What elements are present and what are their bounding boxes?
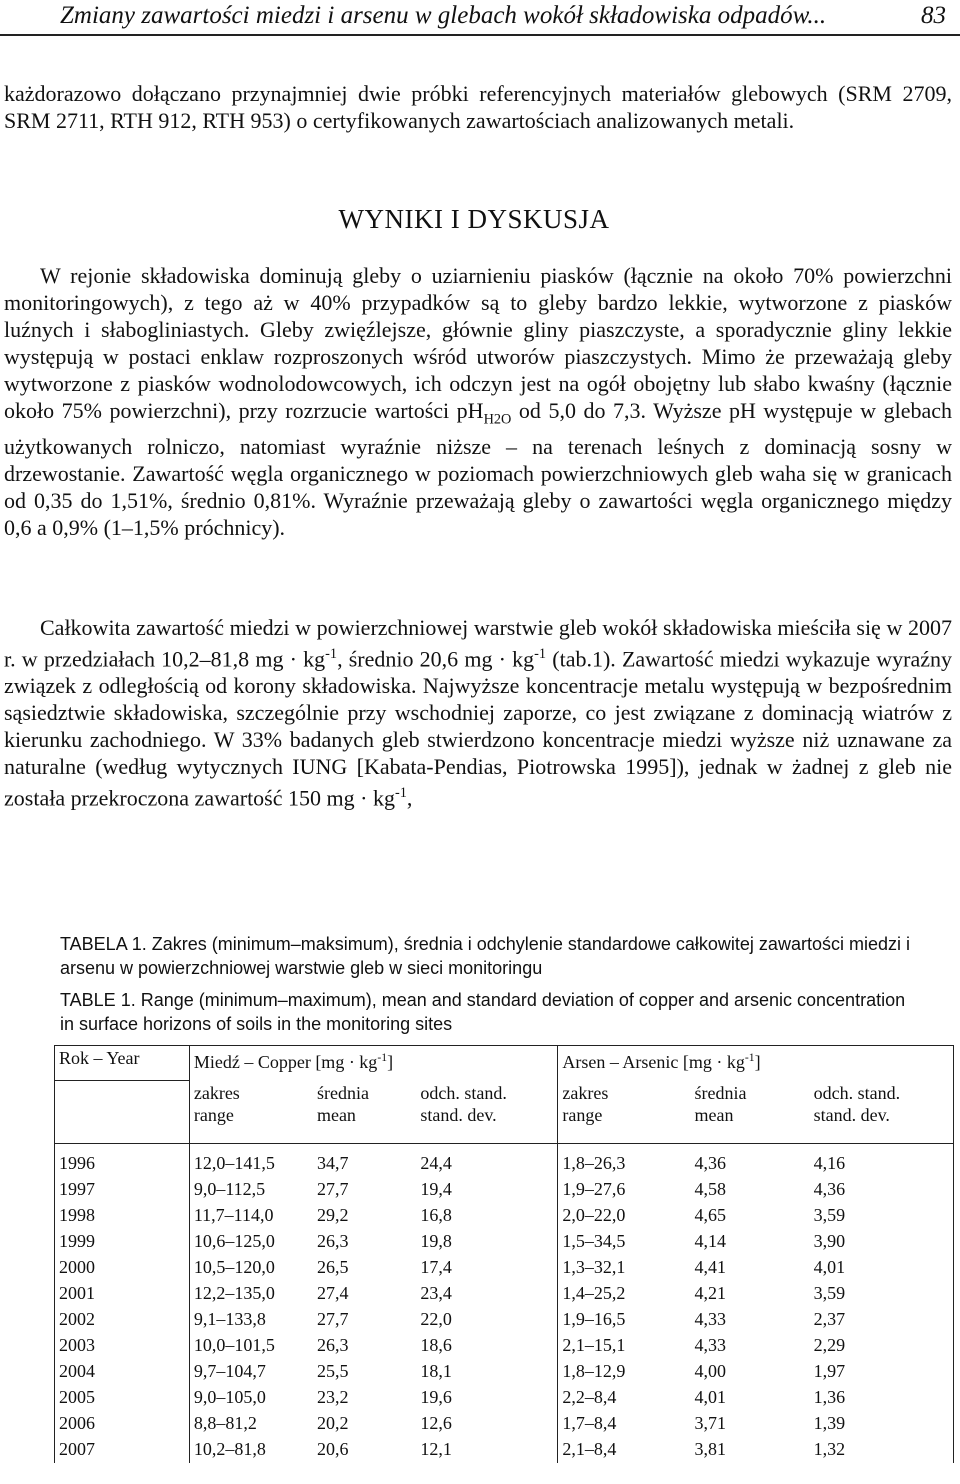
cell-cu-range: 10,5–120,0: [189, 1255, 313, 1281]
cell-as-range: 2,1–8,4: [558, 1437, 691, 1463]
cell-as-range: 2,2–8,4: [558, 1385, 691, 1411]
subheader-as-mean: [691, 1081, 810, 1144]
subheader-cu-mean: [313, 1081, 416, 1144]
cell-as-range: 1,8–12,9: [558, 1359, 691, 1385]
subheader-en: range: [193, 1104, 234, 1125]
cell-as-mean: 4,33: [694, 1335, 726, 1355]
cell-as-mean: 4,36: [694, 1153, 726, 1173]
p2-text-b: od 5,0 do 7,3. Wyższe pH występuje w glebach użytkowanych rolniczo, natomiast wyraźnie niższe – na terenach leśnych z dominacją sosny w drzewostanie. Zawartość węgla organicznego w poziomach powierzchniowych gleb waha się w granicach od 0,35 do 1,51%, średnio 0,81%. Wyraźnie przeważają gleby o zawartości węgla organicznego między 0,6 a 0,9% (1–1,5% próchnicy).: [4, 398, 952, 541]
cell-cu-range: 8,8–81,2: [189, 1411, 313, 1437]
cell-year: 1996: [55, 1144, 190, 1178]
cell-cu-mean: 26,3: [316, 1335, 349, 1355]
cell-as-range: 2,0–22,0: [558, 1203, 691, 1229]
table-row: [55, 1281, 954, 1307]
cell-as-sd: 2,29: [810, 1333, 954, 1359]
subheader-empty: [55, 1081, 190, 1144]
cell-cu-sd: 24,4: [420, 1153, 452, 1173]
copper-arsenic-table: [54, 1045, 954, 1463]
col-header-arsenic: [558, 1046, 954, 1081]
p3-text-a: Całkowita zawartość miedzi w powierzchniowej warstwie gleb wokół składowiska mieściła się w 2007 r. w przedziałach 10,2–81,8 mg · kg: [4, 615, 952, 672]
cell-as-range: 1,9–27,6: [558, 1177, 691, 1203]
table-row: [55, 1333, 954, 1359]
table-row: [55, 1437, 954, 1463]
cell-cu-range: 10,6–125,0: [189, 1229, 313, 1255]
subheader-en: stand. dev.: [420, 1104, 497, 1125]
col-header-year: Rok – Year: [55, 1046, 190, 1081]
arsenic-header-text: Arsen – Arsenic [mg · kg: [562, 1052, 745, 1072]
paragraph-methods-end: każdorazowo dołączano przynajmniej dwie próbki referencyjnych materiałów glebowych (SRM 2709, SRM 2711, RTH 912, RTH 953) o certyfikowanych zawartościach analizowanych metali.: [4, 81, 952, 133]
table-row: [55, 1144, 954, 1178]
cell-year: 1998: [55, 1203, 190, 1229]
running-header: [0, 0, 960, 36]
cell-as-sd: 1,39: [810, 1411, 954, 1437]
cell-year: 2004: [55, 1359, 190, 1385]
p3-text-b: , średnio 20,6 mg · kg: [337, 646, 535, 672]
cell-year: 1999: [55, 1229, 190, 1255]
cell-cu-mean: 26,3: [316, 1231, 349, 1251]
cell-as-mean: 4,33: [694, 1309, 726, 1329]
cell-cu-range: 12,2–135,0: [189, 1281, 313, 1307]
cell-as-mean: 3,71: [694, 1413, 726, 1433]
cell-cu-sd: 19,6: [420, 1387, 452, 1407]
ph-subscript: H2O: [483, 411, 512, 428]
cell-as-sd: 4,16: [810, 1144, 954, 1178]
cell-year: 2000: [55, 1255, 190, 1281]
cell-cu-mean: 20,2: [316, 1413, 349, 1433]
cell-as-sd: 4,01: [810, 1255, 954, 1281]
table-row: [55, 1359, 954, 1385]
cell-as-sd: 3,90: [810, 1229, 954, 1255]
cell-as-mean: 4,01: [694, 1387, 726, 1407]
cell-cu-mean: 27,4: [316, 1283, 349, 1303]
running-title: Zmiany zawartości miedzi i arsenu w glebach wokół składowiska odpadów...: [60, 2, 827, 29]
table-caption-polish: TABELA 1. Zakres (minimum–maksimum), średnia i odchylenie standardowe całkowitej zawartości miedzi i arsenu w powierzchniowej warstwie gleb w sieci monitoringu: [60, 934, 910, 978]
unit-superscript: -1: [325, 646, 338, 662]
subheader-en: range: [562, 1104, 603, 1125]
cell-as-mean: 4,14: [694, 1231, 726, 1251]
cell-cu-sd: 12,1: [420, 1439, 452, 1459]
cell-as-sd: 4,36: [810, 1177, 954, 1203]
arsenic-unit-sup: -1: [744, 1051, 755, 1064]
unit-superscript: -1: [534, 646, 547, 662]
cell-cu-mean: 29,2: [316, 1205, 349, 1225]
cell-cu-range: 10,0–101,5: [189, 1333, 313, 1359]
page-number: 83: [921, 2, 946, 29]
copper-header-close: ]: [387, 1052, 394, 1072]
subheader-pl: odch. stand.: [420, 1082, 507, 1103]
subheader-pl: odch. stand.: [813, 1082, 901, 1103]
subheader-en: stand. dev.: [813, 1104, 890, 1125]
subheader-cu-range: [189, 1081, 313, 1144]
cell-cu-sd: 19,4: [420, 1179, 452, 1199]
p3-text-d: ,: [406, 785, 413, 811]
cell-as-range: 1,9–16,5: [558, 1307, 691, 1333]
cell-year: 2005: [55, 1385, 190, 1411]
cell-year: 1997: [55, 1177, 190, 1203]
cell-cu-sd: 12,6: [420, 1413, 452, 1433]
cell-as-sd: 3,59: [810, 1281, 954, 1307]
cell-as-mean: 3,81: [694, 1439, 726, 1459]
table-row: [55, 1229, 954, 1255]
subheader-as-sd: [810, 1081, 954, 1144]
cell-year: 2002: [55, 1307, 190, 1333]
cell-cu-sd: 19,8: [420, 1231, 452, 1251]
subheader-pl: zakres: [562, 1082, 609, 1103]
cell-cu-mean: 26,5: [316, 1257, 349, 1277]
cell-year: 2003: [55, 1333, 190, 1359]
cell-as-mean: 4,58: [694, 1179, 726, 1199]
paragraph-copper-content: [4, 614, 952, 812]
table-row: [55, 1307, 954, 1333]
cell-as-mean: 4,65: [694, 1205, 726, 1225]
cell-as-range: 1,5–34,5: [558, 1229, 691, 1255]
cell-cu-mean: 23,2: [316, 1387, 349, 1407]
cell-as-range: 1,4–25,2: [558, 1281, 691, 1307]
cell-cu-range: 9,7–104,7: [189, 1359, 313, 1385]
subheader-en: mean: [316, 1104, 356, 1125]
cell-cu-range: 12,0–141,5: [189, 1144, 313, 1178]
cell-as-sd: 2,37: [810, 1307, 954, 1333]
table-row: [55, 1385, 954, 1411]
subheader-pl: średnia: [316, 1082, 369, 1103]
cell-as-sd: 1,32: [810, 1437, 954, 1463]
unit-superscript: -1: [394, 785, 407, 802]
cell-as-mean: 4,21: [694, 1283, 726, 1303]
table-caption-english: TABLE 1. Range (minimum–maximum), mean and standard deviation of copper and arsenic concentration in surface horizons of soils in the monitoring sites: [60, 990, 906, 1034]
paragraph-soil-description: [4, 262, 952, 541]
copper-unit-sup: -1: [377, 1051, 388, 1064]
table-row: [55, 1255, 954, 1281]
cell-cu-mean: 34,7: [316, 1153, 349, 1173]
cell-cu-mean: 27,7: [316, 1309, 349, 1329]
col-header-copper: [189, 1046, 558, 1081]
cell-as-mean: 4,00: [694, 1361, 726, 1381]
cell-as-mean: 4,41: [694, 1257, 726, 1277]
subheader-en: mean: [694, 1104, 734, 1125]
section-heading: WYNIKI I DYSKUSJA: [338, 204, 610, 234]
cell-year: 2006: [55, 1411, 190, 1437]
cell-cu-sd: 22,0: [420, 1309, 452, 1329]
cell-as-range: 1,8–26,3: [558, 1144, 691, 1178]
subheader-cu-sd: [416, 1081, 558, 1144]
cell-as-sd: 3,59: [810, 1203, 954, 1229]
cell-cu-sd: 16,8: [420, 1205, 452, 1225]
cell-cu-sd: 18,6: [420, 1335, 452, 1355]
cell-as-sd: 1,97: [810, 1359, 954, 1385]
arsenic-header-close: ]: [754, 1052, 761, 1072]
copper-header-text: Miedź – Copper [mg · kg: [193, 1052, 378, 1072]
cell-cu-range: 11,7–114,0: [189, 1203, 313, 1229]
cell-as-sd: 1,36: [810, 1385, 954, 1411]
table-row: [55, 1177, 954, 1203]
cell-cu-range: 9,0–112,5: [189, 1177, 313, 1203]
cell-cu-mean: 27,7: [316, 1179, 349, 1199]
p2-text-a: W rejonie składowiska dominują gleby o uziarnieniu piasków (łącznie na około 70% powierzchni monitoringowych), z tego aż w 40% przypadków są to gleby bardzo lekkie, wytworzone z piasków luźnych i słabogliniastych. Gleby zwięźlejsze, głównie gliny piaszczyste, a sporadycznie gliny lekkie występują w postaci enklaw rozproszonych wśród utworów piaszczystych. Mimo że przeważają gleby wytworzone z piasków wodnolodowcowych, ich odczyn jest na ogół obojętny lub słabo kwaśny (łącznie około 75% powierzchni), przy rozrzucie wartości pH: [4, 263, 952, 423]
cell-cu-sd: 17,4: [420, 1257, 452, 1277]
table-row: [55, 1203, 954, 1229]
cell-cu-mean: 25,5: [316, 1361, 349, 1381]
cell-cu-mean: 20,6: [316, 1439, 349, 1459]
cell-as-range: 1,3–32,1: [558, 1255, 691, 1281]
cell-cu-range: 9,1–133,8: [189, 1307, 313, 1333]
cell-as-range: 1,7–8,4: [558, 1411, 691, 1437]
table-row: [55, 1411, 954, 1437]
cell-cu-range: 10,2–81,8: [189, 1437, 313, 1463]
cell-as-range: 2,1–15,1: [558, 1333, 691, 1359]
cell-cu-sd: 23,4: [420, 1283, 452, 1303]
cell-cu-range: 9,0–105,0: [189, 1385, 313, 1411]
cell-year: 2001: [55, 1281, 190, 1307]
p3-text-c: (tab.1). Zawartość miedzi wykazuje wyraźny związek z odległością od korony składowiska. Najwyższe koncentracje metalu występują w bezpośrednim sąsiedztwie składowiska, szczególnie przy wschodniej zaporze, co jest związane z dominacją wiatrów z kierunku zachodniego. W 33% badanych gleb stwierdzono koncentracje miedzi wyższe niż uznawane za naturalne (według wytycznych IUNG [Kabata-Pendias, Piotrowska 1995]), jednak w żadnej z gleb nie została przekroczona zawartość 150 mg · kg: [4, 646, 953, 811]
subheader-pl: średnia: [694, 1082, 747, 1103]
subheader-pl: zakres: [193, 1082, 240, 1103]
subheader-as-range: [558, 1081, 691, 1144]
cell-year: 2007: [55, 1437, 190, 1463]
cell-cu-sd: 18,1: [420, 1361, 452, 1381]
